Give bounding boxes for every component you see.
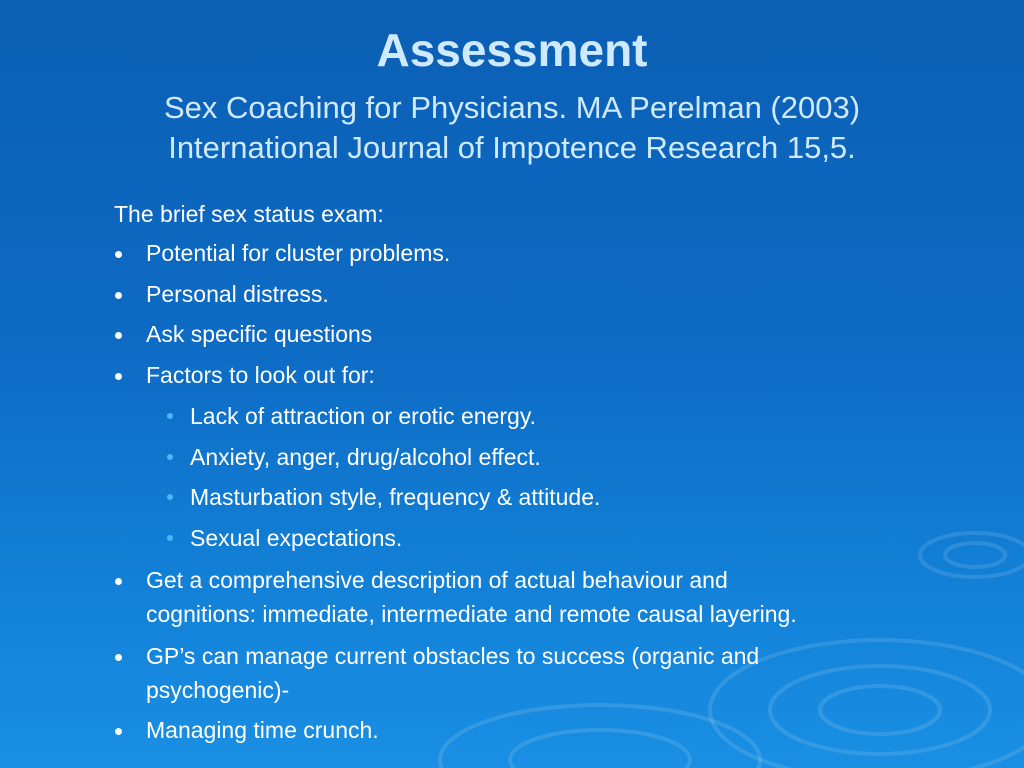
- sub-bullet-dot-icon: [167, 454, 173, 460]
- subtitle-line-2: International Journal of Impotence Research 15,5.: [168, 130, 856, 165]
- sub-bullet-dot-icon: [167, 535, 173, 541]
- bullet-dot-icon: [115, 332, 122, 339]
- list-item: Ask specific questions: [146, 317, 976, 351]
- bullet-dot-icon: [115, 654, 122, 661]
- bullet-dot-icon: [115, 728, 122, 735]
- sub-list-item: Masturbation style, frequency & attitude.: [190, 480, 1020, 514]
- intro-text: The brief sex status exam:: [114, 201, 384, 227]
- sub-bullet-dot-icon: [167, 494, 173, 500]
- bullet-dot-icon: [115, 292, 122, 299]
- list-item: Factors to look out for:: [146, 358, 976, 392]
- sub-list-item: Sexual expectations.: [190, 521, 1020, 555]
- bullet-dot-icon: [115, 251, 122, 258]
- slide-title: Assessment: [376, 24, 648, 76]
- sub-bullet-dot-icon: [167, 413, 173, 419]
- bullet-dot-icon: [115, 578, 122, 585]
- list-item-line-1: GP’s can manage current obstacles to success (organic and: [146, 643, 760, 669]
- list-item-line-2: psychogenic)-: [146, 677, 290, 703]
- bullet-dot-icon: [115, 373, 122, 380]
- list-item: [146, 563, 976, 631]
- list-item: Managing time crunch.: [146, 713, 976, 747]
- sub-list-item: Anxiety, anger, drug/alcohol effect.: [190, 440, 1020, 474]
- slide-subtitle: [0, 88, 1024, 168]
- subtitle-line-1: Sex Coaching for Physicians. MA Perelman (2003): [163, 90, 861, 125]
- list-item: [146, 639, 976, 707]
- list-item-line-2: cognitions: immediate, intermediate and remote causal layering.: [146, 601, 797, 627]
- list-item: Potential for cluster problems.: [146, 236, 976, 270]
- list-item-line-1: Get a comprehensive description of actual behaviour and: [146, 567, 728, 593]
- list-item: Personal distress.: [146, 277, 976, 311]
- sub-list-item: Lack of attraction or erotic energy.: [190, 399, 1020, 433]
